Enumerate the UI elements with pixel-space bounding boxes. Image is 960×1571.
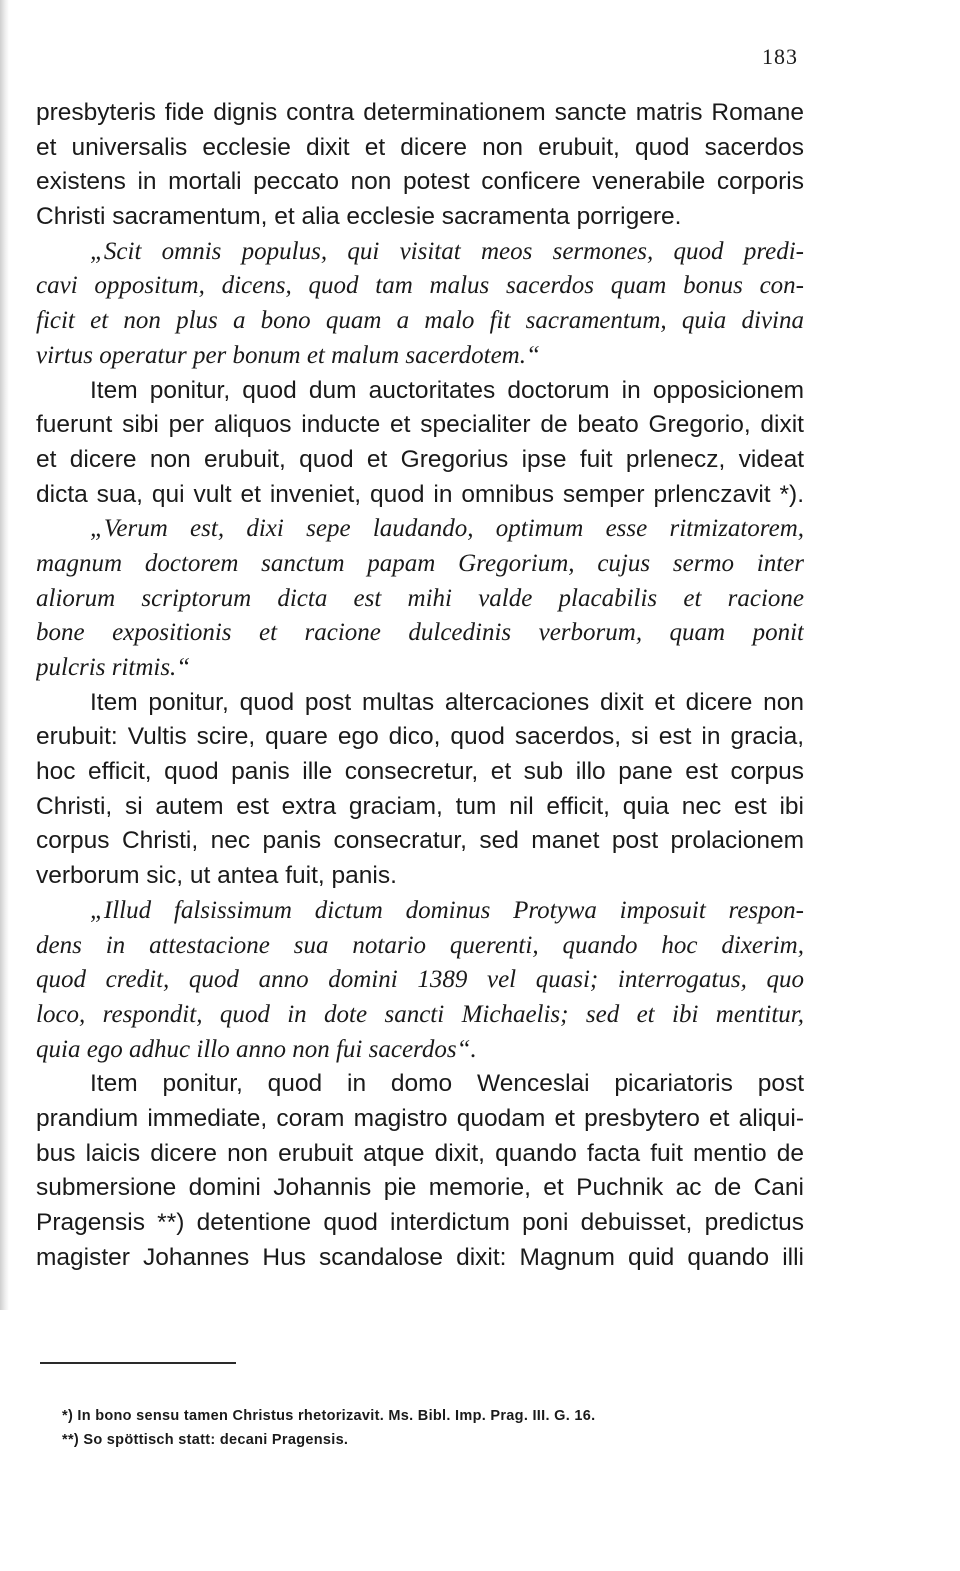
text-line: corpus Christi, nec panis consecratur, sed manet post prolacionem [36,827,804,855]
text-line: Item ponitur, quod dum auctoritates doctorum in opposicionem [90,376,804,404]
text-line: „Illud falsissimum dictum dominus Protywa imposuit respon- [90,896,804,924]
text-line: „Scit omnis populus, qui visitat meos sermones, quod predi- [90,237,804,265]
text-line: fuerunt sibi per aliquos inducte et specialiter de beato Gregorio, dixit [36,411,804,439]
text-line: Item ponitur, quod in domo Wenceslai picariatoris post [90,1070,804,1098]
text-line: et universalis ecclesie dixit et dicere non erubuit, quod sacerdos [36,133,804,161]
text-line: loco, respondit, quod in dote sancti Michaelis; sed et ibi mentitur, [36,1000,804,1028]
page-binding-shadow [0,0,9,1310]
text-line: magnum doctorem sanctum papam Gregorium, cujus sermo inter [36,549,804,577]
text-line: pulcris ritmis.“ [36,654,191,681]
footnote-2: **) So spöttisch statt: decani Pragensis. [62,1432,349,1448]
page-number: 183 [762,44,798,69]
text-line: Pragensis **) detentione quod interdictum poni debuisset, predictus [36,1209,804,1236]
text-line: dicta sua, qui vult et inveniet, quod in omnibus semper prlenczavit *). [36,480,804,508]
footnotes [62,1404,782,1452]
text-line: et dicere non erubuit, quod et Gregorius ipse fuit prlenecz, videat [36,445,804,473]
text-line: Christi sacramentum, et alia ecclesie sacramenta porrigere. [36,203,682,231]
text-line: submersione domini Johannis pie memorie, et Puchnik ac de Cani [36,1174,804,1202]
text-line: hoc efficit, quod panis ille consecretur, et sub illo pane est corpus [36,758,804,786]
text-line: presbyteris fide dignis contra determinationem sancte matris Romane [36,99,804,126]
text-line: ficit et non plus a bono quam a malo fit sacramentum, quia divina [36,307,804,335]
text-line: Christi, si autem est extra graciam, tum nil efficit, quia nec est ibi [36,792,804,820]
text-line: quod credit, quod anno domini 1389 vel quasi; interrogatus, quo [36,966,804,994]
text-line: „Verum est, dixi sepe laudando, optimum esse ritmizatorem, [90,515,804,543]
text-line: prandium immediate, coram magistro quodam et presbytero et aliqui- [36,1104,804,1132]
text-line: verborum sic, ut antea fuit, panis. [36,862,397,890]
text-line: cavi oppositum, dicens, quod tam malus sacerdos quam bonus con- [36,272,804,300]
text-line: bus laicis dicere non erubuit atque dixit, quando facta fuit mentio de [36,1139,804,1167]
text-line: bone expositionis et racione dulcedinis verborum, quam ponit [36,619,804,647]
footnote-1: *) In bono sensu tamen Christus rhetorizavit. Ms. Bibl. Imp. Prag. III. G. 16. [62,1408,596,1424]
text-line: quia ego adhuc illo anno non fui sacerdos“. [36,1035,477,1063]
text-line: magister Johannes Hus scandalose dixit: Magnum quid quando illi [36,1243,804,1271]
text-line: virtus operatur per bonum et malum sacerdotem.“ [36,341,540,369]
text-line: Item ponitur, quod post multas altercaciones dixit et dicere non [90,688,804,716]
text-line: dens in attestacione sua notario querenti, quando hoc dixerim, [36,931,804,959]
body-text [36,96,804,1275]
text-line: erubuit: Vultis scire, quare ego dico, quod sacerdos, si est in gracia, [36,723,804,751]
footnote-divider [40,1362,236,1364]
text-line: existens in mortali peccato non potest conficere venerabile corporis [36,168,804,196]
text-line: aliorum scriptorum dicta est mihi valde placabilis et racione [36,584,804,612]
